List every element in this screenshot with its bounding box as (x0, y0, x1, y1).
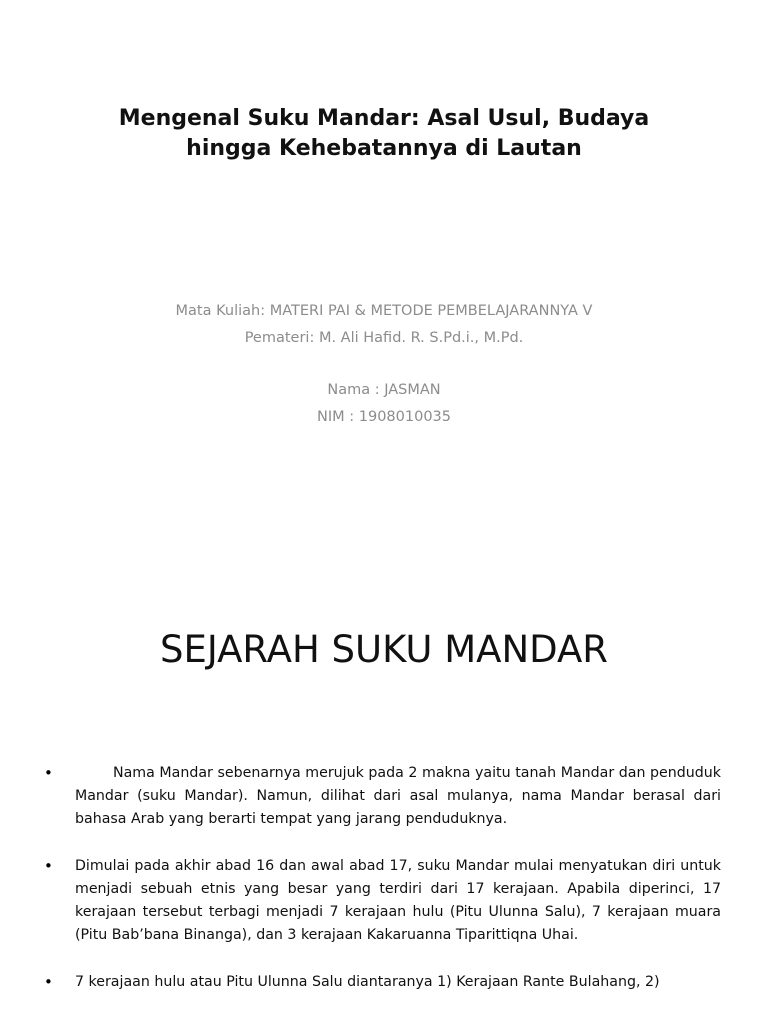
bullet-icon: • (44, 973, 53, 991)
slide-heading: SEJARAH SUKU MANDAR (160, 628, 608, 671)
spacer (84, 351, 684, 377)
title-line-1: Mengenal Suku Mandar: Asal Usul, Budaya (118, 106, 650, 131)
student-name: Nama : JASMAN (327, 382, 441, 398)
bullet-text: Nama Mandar sebenarnya merujuk pada 2 makna yaitu tanah Mandar dan penduduk Mandar (suku Mandar). Namun, dilihat dari asal mulanya, nama Mandar berasal dari bahasa Arab yang berarti tempat yang jarang penduduknya. (75, 765, 721, 827)
list-item (0, 762, 768, 831)
course-text: Mata Kuliah: MATERI PAI & METODE PEMBELAJARANNYA V (175, 303, 593, 319)
bullet-icon: • (44, 857, 53, 875)
bullet-text: Dimulai pada akhir abad 16 dan awal abad 17, suku Mandar mulai menyatukan diri untuk menjadi sebuah etnis yang besar yang terdiri dari 17 kerajaan. Apabila diperinci, 17 kerajaan tersebut terbagi menjadi 7 kerajaan hulu (Pitu Ulunna Salu), 7 kerajaan muara (Pitu Bab’bana Binanga), dan 3 kerajaan Kakaruanna Tiparittiqna Uhai. (75, 858, 721, 943)
list-item (0, 971, 768, 994)
bullet-icon: • (44, 764, 53, 782)
student-nim: NIM : 1908010035 (317, 408, 451, 425)
list-item (0, 855, 768, 947)
history-slide (0, 578, 768, 1024)
title-line-2: hingga Kehebatannya di Lautan (186, 136, 582, 161)
bullet-list (0, 762, 768, 1018)
bullet-text: 7 kerajaan hulu atau Pitu Ulunna Salu diantaranya 1) Kerajaan Rante Bulahang, 2) (75, 974, 660, 990)
author-info (84, 298, 684, 430)
document-title (84, 104, 684, 164)
lecturer-text: Pemateri: M. Ali Hafid. R. S.Pd.i., M.Pd. (244, 329, 524, 346)
